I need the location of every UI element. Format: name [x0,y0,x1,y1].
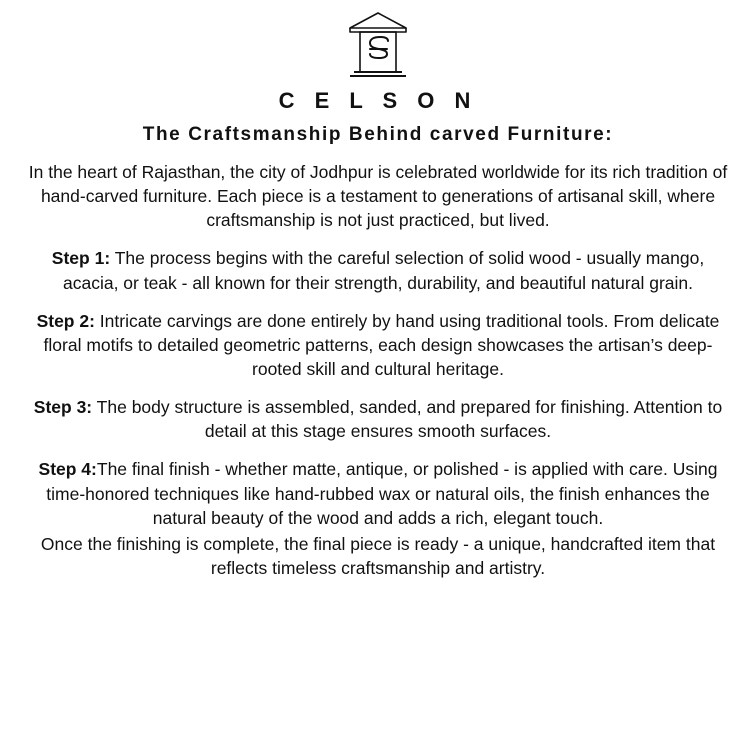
step-1-paragraph [22,246,734,294]
page-title: The Craftsmanship Behind carved Furniture: [142,124,614,145]
closing-paragraph: Once the finishing is complete, the final piece is ready - a unique, handcrafted item that reflects timeless craftsmanship and artistry. [40,533,716,578]
celson-house-monogram-icon [340,8,416,86]
step-3-paragraph [22,395,734,443]
step-2-label: Step 2: [36,310,95,331]
step-2-paragraph [22,309,734,381]
step-1-label: Step 1: [51,248,111,269]
step-4-label: Step 4: [38,459,97,480]
brand-name: C E L S O N [278,88,478,113]
step-1-text: The process begins with the careful selection of solid wood - usually mango, acacia, or teak - all known for their strength, durability, and beautiful natural grain. [62,248,705,293]
step-3-label: Step 3: [33,397,93,418]
step-4-paragraph [22,457,734,529]
step-2-text: Intricate carvings are done entirely by hand using traditional tools. From delicate floral motifs to detailed geometric patterns, each design showcases the artisan’s deep-rooted skill and cultural heritage. [43,310,720,379]
intro-paragraph: In the heart of Rajasthan, the city of Jodhpur is celebrated worldwide for its rich tradition of hand-carved furniture. Each piece is a testament to generations of artisanal skill, where craftsmanship is not just practiced, but lived. [28,162,728,231]
step-3-text: The body structure is assembled, sanded, and prepared for finishing. Attention to detail at this stage ensures smooth surfaces. [92,397,723,442]
step-4-text: The final finish - whether matte, antique, or polished - is applied with care. Using time-honored techniques like hand-rubbed wax or natural oils, the finish enhances the natural beauty of the wood and adds a rich, elegant touch. [46,459,718,528]
